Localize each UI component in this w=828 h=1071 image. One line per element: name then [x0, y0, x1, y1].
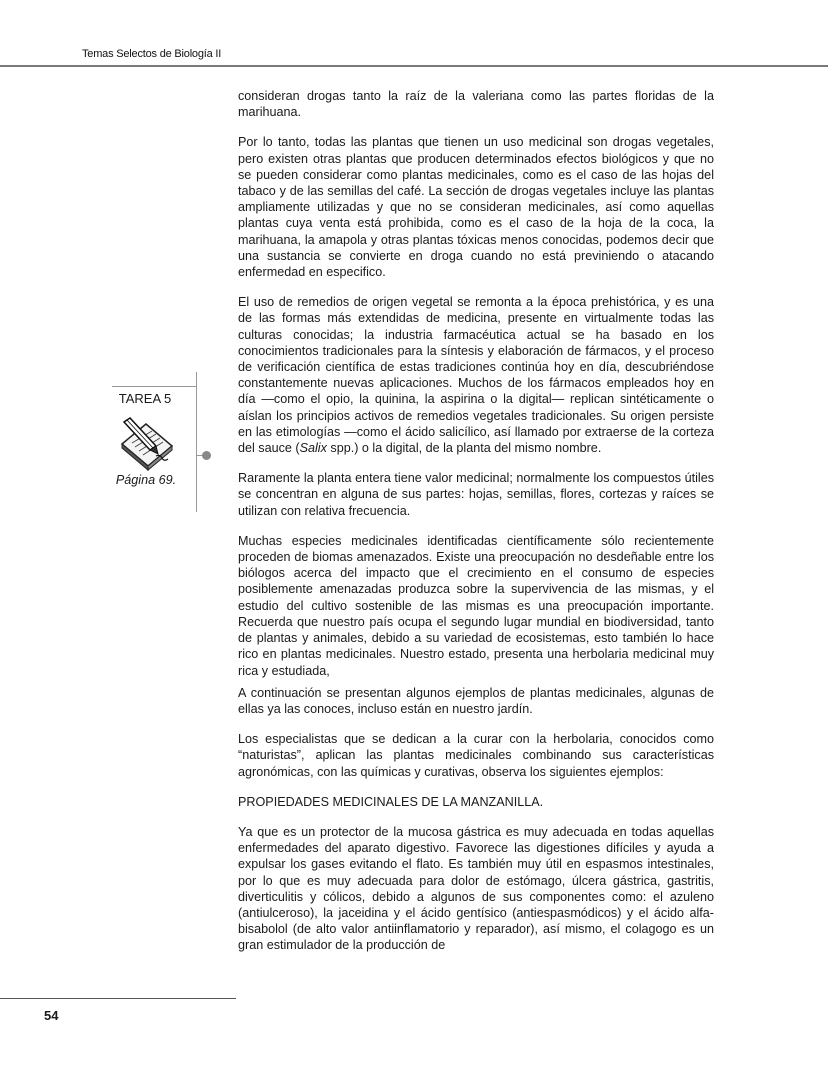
paragraph [238, 294, 714, 456]
task-callout-top-rule [112, 386, 196, 387]
pencil-writing-icon [116, 416, 178, 477]
paragraph: Raramente la planta entera tiene valor medicinal; normalmente los compuestos útiles se concentran en alguna de sus partes: hojas, semillas, flores, cortezas y raíces se utilizan con relativa frecuencia. [238, 471, 714, 518]
task-label: TAREA 5 [118, 391, 172, 406]
footer-rule [0, 998, 236, 999]
task-page-reference: Página 69. [115, 473, 177, 487]
paragraph: consideran drogas tanto la raíz de la valeriana como las partes floridas de la marihuana. [238, 89, 714, 120]
paragraph: Por lo tanto, todas las plantas que tienen un uso medicinal son drogas vegetales, pero existen otras plantas que producen determinados efectos biológicos y que no se pueden considerar como plantas medicinales, como es el caso de las hojas del tabaco y de las semillas del café. La sección de drogas vegetales incluye las plantas ampliamente utilizadas y que no se consideran medicinales, así como aquellas plantas cuya venta está prohibida, como es el caso de la hoja de la coca, la marihuana, la amapola y otras plantas tóxicas menos conocidas, podemos decir que una sustancia se convierte en droga cuando no está previniendo o atacando enfermedad en especifico. [238, 135, 714, 280]
paragraph: Muchas especies medicinales identificadas científicamente sólo recientemente proceden de biomas amenazados. Existe una preocupación no desdeñable entre los biólogos acerca del impacto que el crecimiento en el consumo de especies posiblemente amenazadas produzca sobre la supervivencia de las mismas, y el estudio del cultivo sostenible de las mismas es una preocupación importante. Recuerda que nuestro país ocupa el segundo lugar mundial en biodiversidad, tanto de plantas y animales, debido a su variedad de ecosistemas, esto también lo hace rico en plantas medicinales. Nuestro estado, presenta una herbolaria medicinal muy rica y estudiada, [238, 533, 714, 678]
running-header-title: Temas Selectos de Biología II [82, 48, 222, 60]
body-text [238, 88, 714, 968]
page-number: 54 [44, 1008, 59, 1023]
paragraph-text: spp.) o la digital, de la planta del mismo nombre. [326, 441, 602, 456]
header-rule [0, 65, 828, 67]
paragraph: Ya que es un protector de la mucosa gástrica es muy adecuada en todas aquellas enfermedades del aparato digestivo. Favorece las digestiones difíciles y ayuda a expulsar los gases evitando el flato. Es también muy útil en espasmos intestinales, por lo que es muy adecuada para dolor de estómago, úlcera gástrica, gastritis, diverticulitis y cólicos, debido a algunos de sus componentes como: el azuleno (antiulceroso), la jaceidina y el ácido gentísico (antiespasmódicos) y el ácido alfa-bisabolol (de alto valor antiinflamatorio y reparador), así mismo, el colagogo es un gran estimulador de la producción de [238, 824, 714, 953]
task-callout-vertical-rule [196, 372, 197, 512]
paragraph-text: El uso de remedios de origen vegetal se remonta a la época prehistórica, y es una de las formas más extendidas de medicina, presente en virtualmente todas las culturas conocidas; la industria farmacéutica actual se ha basado en los conocimientos tradicionales para la síntesis y elaboración de fármacos, y el proceso de verificación científica de estas tradiciones continúa hoy en día, descubriéndose constantemente nuevas aplicaciones. Muchos de los fármacos empleados hoy en día —como el opio, la quinina, la aspirina o la digital— replican sintéticamente o aíslan los principios activos de remedios vegetales tradicionales. Su origen persiste en las etimologías —como el ácido salicílico, así llamado por extraerse de la corteza del sauce ( [238, 295, 714, 456]
paragraph: A continuación se presentan algunos ejemplos de plantas medicinales, algunas de ellas ya las conoces, incluso están en nuestro jardín. [238, 685, 714, 716]
task-connector-dot [202, 451, 211, 460]
section-heading: PROPIEDADES MEDICINALES DE LA MANZANILLA. [238, 794, 544, 809]
paragraph: Los especialistas que se dedican a la curar con la herbolaria, conocidos como “naturistas”, aplican las plantas medicinales combinando sus características agronómicas, con las químicas y curativas, observa los siguientes ejemplos: [238, 732, 714, 779]
scientific-name: Salix [299, 441, 327, 456]
